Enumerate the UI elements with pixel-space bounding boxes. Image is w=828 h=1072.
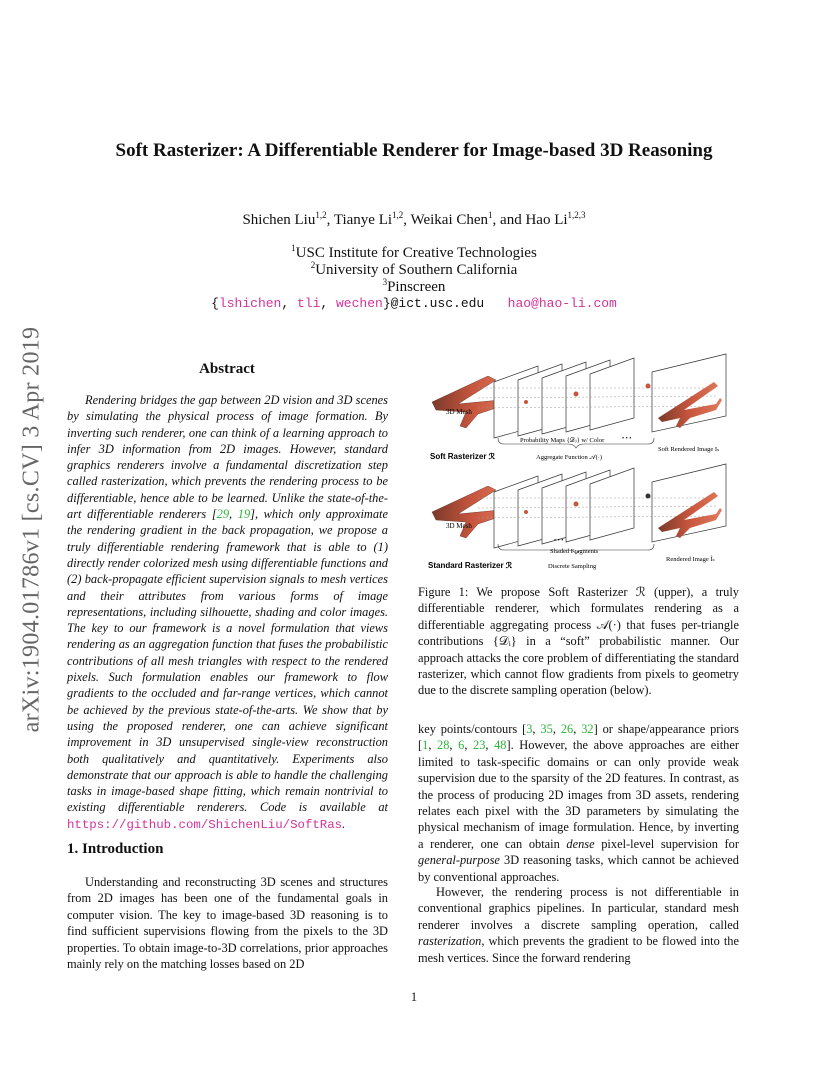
fig-label: Soft Rasterizer ℛ xyxy=(430,452,496,461)
author-name: Weikai Chen xyxy=(410,212,489,228)
paper-title: Soft Rasterizer: A Differentiable Renderer for Image-based 3D Reasoning xyxy=(115,140,713,161)
aff-text: USC Institute for Creative Technologies xyxy=(295,245,537,261)
code-url-link[interactable]: https://github.com/ShichenLiu/SoftRas xyxy=(67,817,343,832)
citation-link[interactable]: 23 xyxy=(473,738,486,753)
body-text: key points/contours [ xyxy=(418,722,527,736)
intro-heading: 1. Introduction xyxy=(67,841,164,857)
body-text: , which prevents the gradient to be flowed into the mesh vertices. Since the forward rendering xyxy=(418,934,739,965)
fragment-blob xyxy=(524,510,528,514)
figure-1 xyxy=(418,352,742,574)
body-text: However, the rendering process is not differentiable in conventional graphics pipelines. In particular, standard mesh renderer involves a discrete sampling operation, called xyxy=(418,885,739,932)
email-link[interactable]: lshichen xyxy=(218,296,282,311)
citation-link[interactable]: 26 xyxy=(560,722,574,736)
abstract-text: . xyxy=(342,816,346,831)
aff-sup: 2 xyxy=(310,260,316,270)
prob-blob xyxy=(574,392,579,397)
author-sep: , xyxy=(326,212,334,228)
author-sep: , xyxy=(403,212,411,228)
author-list xyxy=(0,210,828,229)
fig-label: 3D Mesh xyxy=(446,408,472,416)
fragment-blob xyxy=(574,502,579,507)
fig-label: Probability Maps {𝒟ⱼ} w/ Color xyxy=(520,437,605,444)
abstract-text: , xyxy=(229,507,238,522)
author-sup: 1,2,3 xyxy=(567,210,586,220)
fig-dots: • • • xyxy=(622,436,632,442)
fragment-blob xyxy=(646,494,651,499)
body-text: pixel-level supervision for xyxy=(594,836,739,851)
fig-label: 3D Mesh xyxy=(446,522,472,530)
citation-link[interactable]: 35 xyxy=(540,722,553,736)
email-link[interactable]: wechen xyxy=(336,296,383,311)
figure-caption: Figure 1: We propose Soft Rasterizer ℛ (upper), a truly differentiable renderer, which formulates rendering as a differentiable aggregating process 𝒜(·) that fuses per-triangle contributions {𝒟ᵢ} in a “soft” probabilistic manner. Our approach attacks the core problem of differentiating the standard rasterizer, which cannot flow gradients from pixels to geometry due to the discrete sampling operation (below). xyxy=(418,585,739,698)
citation-link[interactable]: 29 xyxy=(216,507,230,522)
page-number: 1 xyxy=(410,990,418,1004)
body-emphasis: rasterization xyxy=(418,934,482,949)
email-domain: }@ict.usc.edu xyxy=(382,296,485,311)
fig-label: Rendered Image Ĩₛ xyxy=(666,556,715,563)
arxiv-id: arXiv:1904.01786v1 [cs.CV] 3 Apr 2019 xyxy=(18,326,45,732)
fig-label: Standard Rasterizer ℛ xyxy=(428,561,513,570)
prob-blob xyxy=(524,400,528,404)
abstract-body xyxy=(67,392,388,833)
fig-label: Shaded Fragments xyxy=(550,548,599,555)
email-link[interactable]: tli xyxy=(296,296,321,311)
author-sup: 1 xyxy=(488,210,493,220)
arxiv-sidebar xyxy=(18,294,46,764)
citation-link[interactable]: 19 xyxy=(237,507,251,522)
body-emphasis: general-purpose xyxy=(418,853,500,868)
affiliation-3 xyxy=(0,277,828,296)
abstract-text: ], which only approximate the rendering gradient in the back propagation, we propose a truly differentiable rendering framework that is able to (1) directly render colorized mesh using differentiable functions and (2) back-propagate efficient supervision signals to mesh vertices and their attributes from various forms of image representations, including silhouette, shading and color images. The key to our framework is a novel formulation that views rendering as an aggregation function that fuses the probabilistic contributions of all mesh triangles with respect to the rendered pixels. Such formulation enables our framework to flow gradients to the occluded and far-range vertices, which cannot be achieved by the previous state-of-the-arts. We show that by using the proposed renderer, one can achieve significant improvement in 3D unsupervised single-view reconstruction both qualitatively and quantitatively. Experiments also demonstrate that our approach is able to handle the challenging tasks in image-based shape fitting, which remain nontrivial to existing differentiable renderers. Code is available at xyxy=(67,507,388,815)
author-name: Hao Li xyxy=(525,212,568,228)
author-sep: , and xyxy=(492,212,526,228)
abstract-text: Rendering bridges the gap between 2D vision and 3D scenes by simulating the physical process of image formation. By inverting such renderer, one can think of a learning approach to infer 3D information from 2D images. However, standard graphics renderers involve a fundamental discretization step called rasterization, which prevents the rendering process to be differentiable, hence able to be learned. Unlike the state-of-the-art differentiable renderers [ xyxy=(67,393,388,522)
author-name: Tianye Li xyxy=(333,212,393,228)
citation-link[interactable]: 1 xyxy=(422,738,429,753)
body-text: 3D reasoning tasks, which cannot be achieved by conventional approaches. xyxy=(418,853,739,884)
intro-paragraph: Understanding and reconstructing 3D scenes and structures from 2D images has been one of the fundamental goals in computer vision. The key to image-based 3D reasoning is to find sufficient supervisions flowing from the pixels to the 3D properties. To obtain image-to-3D correlations, prior approaches mainly rely on the matching losses based on 2D xyxy=(67,875,388,972)
aff-text: University of Southern California xyxy=(315,262,518,278)
prob-blob xyxy=(646,384,651,389)
aff-text: Pinscreen xyxy=(387,279,446,295)
email-link[interactable]: hao@hao-li.com xyxy=(507,296,617,311)
abstract-heading: Abstract xyxy=(199,361,255,377)
citation-link[interactable]: 32 xyxy=(581,722,594,736)
citation-link[interactable]: 48 xyxy=(494,738,507,753)
author-sup: 1,2 xyxy=(315,210,327,220)
body-text: ] or shape/appearance priors [ xyxy=(418,722,739,753)
standard-row xyxy=(428,464,726,570)
author-sup: 1,2 xyxy=(392,210,404,220)
body-text: ]. However, the above approaches are either limited to task-specific domains or can only provide weak supervision due to the sparsity of the 2D features. In contrast, as the process of producing 2D images from 3D assets, rendering relates each pixel with the 3D parameters by simulating the physical mechanism of image formulation. Hence, by inverting a renderer, one can obtain xyxy=(418,738,739,851)
fig-label: Soft Rendered Image Iₛ xyxy=(658,446,720,453)
aff-sup: 1 xyxy=(291,243,296,253)
citation-link[interactable]: 28 xyxy=(437,738,450,753)
right-paragraph-1: key points/contours [3, 35, 26, 32] or shape/appearance priors [1, 28, 6, 23, 48]. However, the above approaches are either limited to task-specific domains or can only provide weak supervision due to the sparsity of the 2D features. In contrast, as the process of producing 2D images from 3D assets, rendering relates each pixel with the 3D parameters by simulating the physical mechanism of image formulation. Hence, by inverting a renderer, one can obtain dense pixel-level supervision for general-purpose 3D reasoning tasks, which cannot be achieved by conventional approaches. xyxy=(418,722,739,884)
fig-label: Discrete Sampling xyxy=(548,563,597,570)
body-emphasis: dense xyxy=(566,836,595,851)
fig-label: Aggregate Function 𝒜(·) xyxy=(536,454,603,461)
citation-link[interactable]: 3 xyxy=(526,722,533,736)
soft-row xyxy=(430,354,726,461)
citation-link[interactable]: 6 xyxy=(458,738,465,753)
aff-sup: 3 xyxy=(382,277,388,287)
author-name: Shichen Liu xyxy=(242,212,316,228)
fig-dots: • • • xyxy=(554,538,564,544)
right-paragraph-2 xyxy=(418,884,739,966)
email-line: {lshichen, tli, wechen}@ict.usc.edu hao@hao-li.com xyxy=(211,296,617,311)
email-brace: { xyxy=(211,296,219,311)
